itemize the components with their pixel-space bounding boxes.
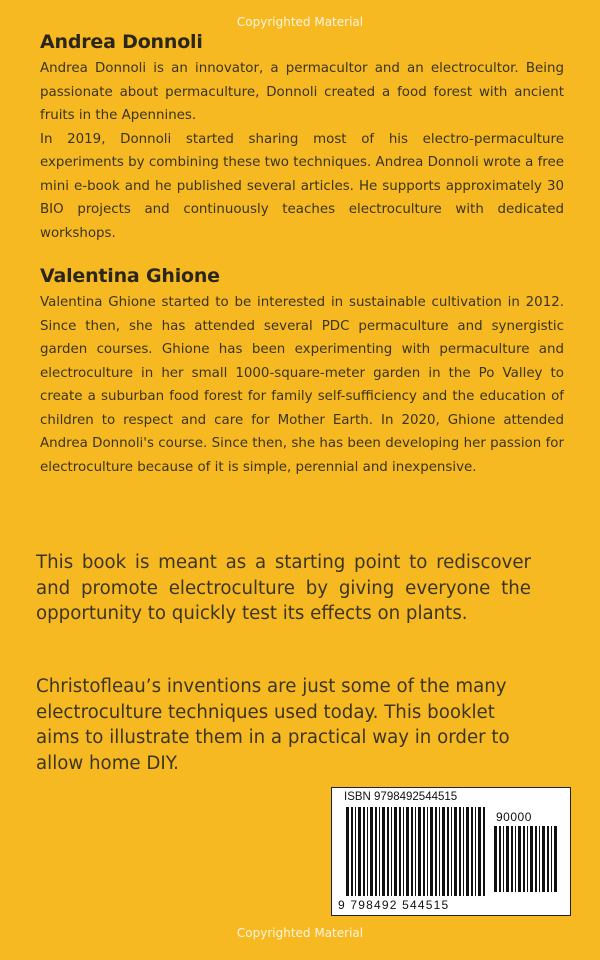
barcode-digits: 9 798492 544515: [338, 898, 450, 912]
book-blurb: This book is meant as a starting point to rediscover and promote electroculture by giving everyone the opportunity to quickly test its effects on plants.: [36, 552, 531, 624]
isbn-label: ISBN 9798492544515: [344, 791, 458, 803]
watermark-bottom: Copyrighted Material: [236, 926, 364, 940]
watermark-top: Copyrighted Material: [236, 15, 364, 29]
author-name: Andrea Donnoli: [40, 31, 203, 53]
book-blurb: Christofleau’s inventions are just some of the many electroculture techniques used today. This booklet aims to illustrate them in a practical way in order to allow home DIY.: [36, 676, 510, 774]
bio-paragraph: Andrea Donnoli is an innovator, a permacultor and an electrocultor. Being passionate about permaculture, Donnoli created a food forest with ancient fruits in the Apennines.: [40, 61, 564, 123]
isbn-barcode: [331, 787, 571, 916]
bio-paragraph: In 2019, Donnoli started sharing most of his electro-permaculture experiments by combining these two techniques. Andrea Donnoli wrote a free mini e-book and he published several articles. He supports approximately 30 BIO projects and continuously teaches electroculture with dedicated workshops.: [40, 131, 564, 241]
author-name: Valentina Ghione: [40, 265, 220, 287]
author-bio-andrea: [40, 28, 564, 245]
price-code: 90000: [496, 810, 532, 824]
barcode-bars: [332, 788, 570, 915]
author-bio-valentina: [40, 262, 564, 479]
bio-paragraph: Valentina Ghione started to be interested in sustainable cultivation in 2012. Since then, she has attended several PDC permaculture and synergistic garden courses. Ghione has been experimenting with permaculture and electroculture in her small 1000-square-meter garden in the Po Valley to create a suburban food forest for family self-sufficiency and the education of children to respect and care for Mother Earth. In 2020, Ghione attended Andrea Donnoli's course. Since then, she has been developing her passion for electroculture because of it is simple, perennial and inexpensive.: [40, 295, 564, 475]
